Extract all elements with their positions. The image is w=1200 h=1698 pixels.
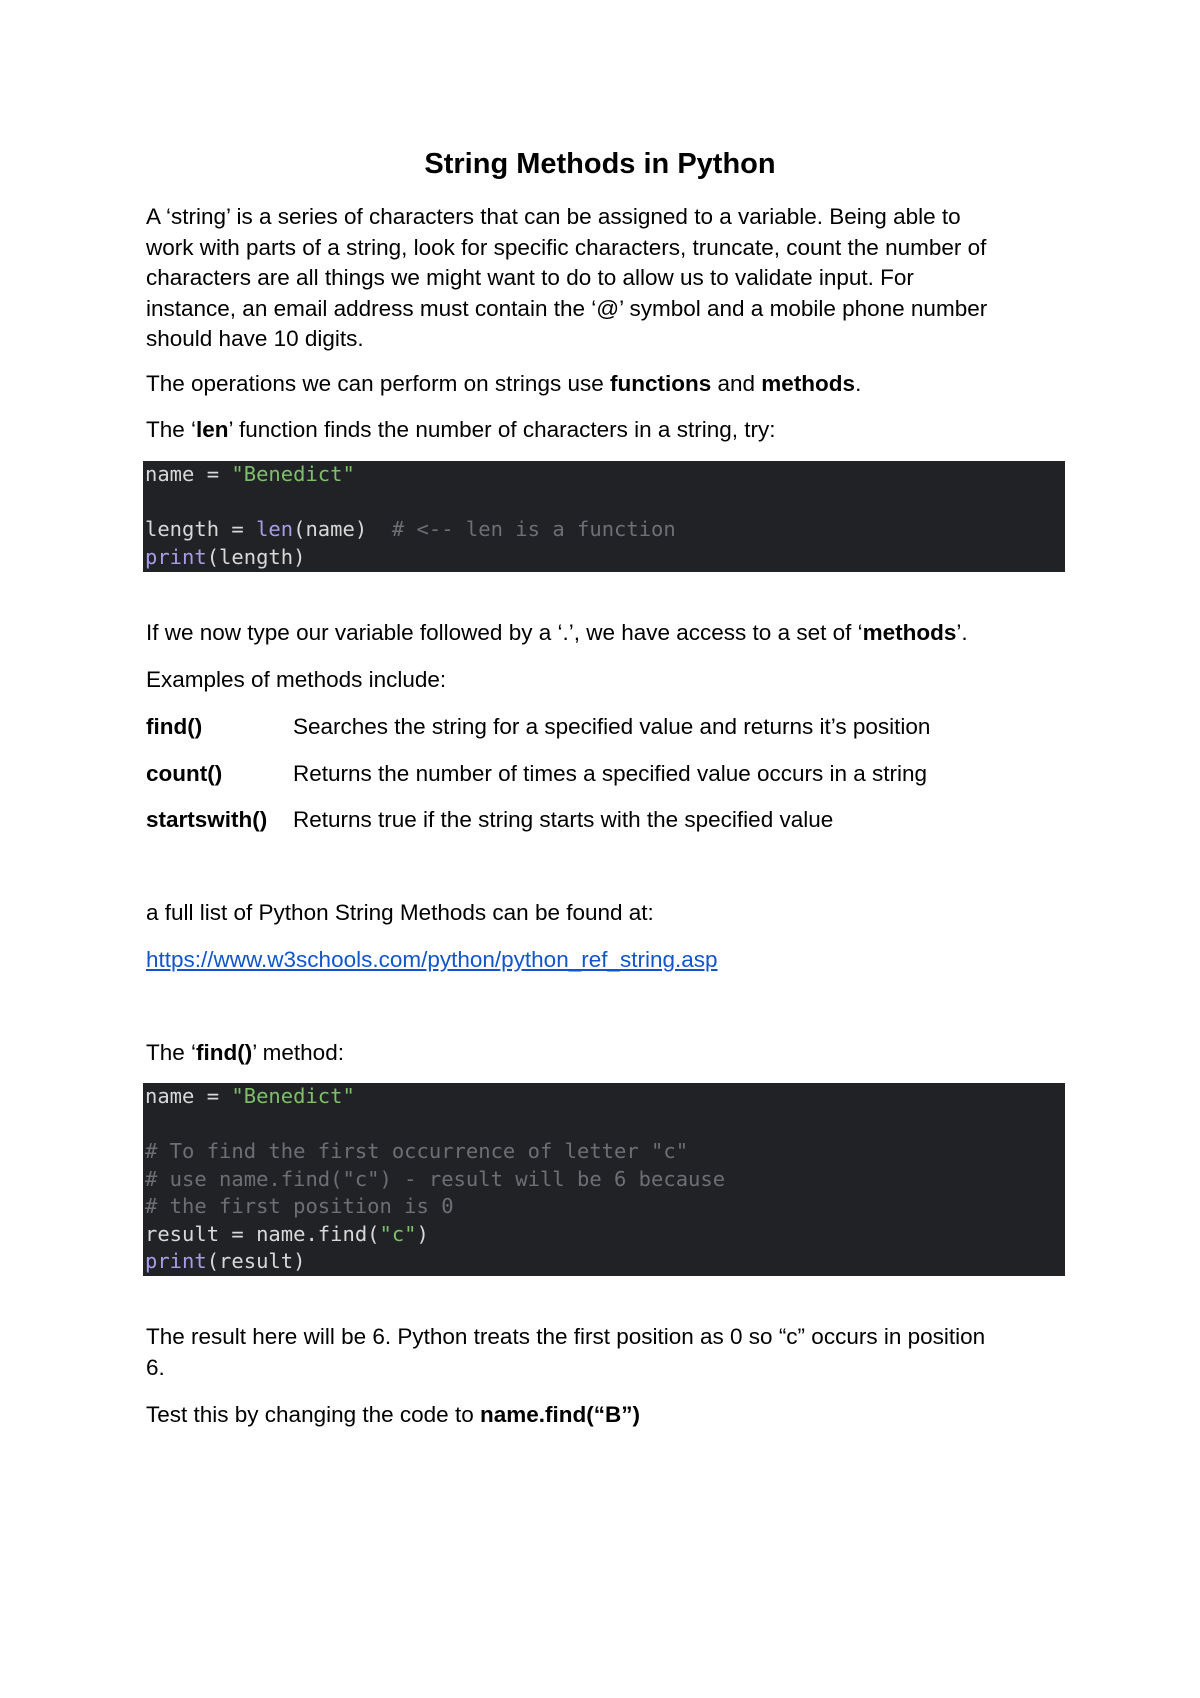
- examples-intro: Examples of methods include:: [146, 667, 447, 692]
- w3schools-link[interactable]: https://www.w3schools.com/python/python_ref_string.asp: [146, 947, 718, 972]
- code-comment: # <-- len is a function: [391, 517, 676, 541]
- code-block-len: [143, 461, 1065, 572]
- code-comment: # the first position is 0: [145, 1194, 454, 1218]
- code-line: [145, 544, 1065, 572]
- intro-line: work with parts of a string, look for specific characters, truncate, count the number of: [146, 234, 987, 260]
- code-line-blank: [145, 489, 1065, 517]
- link-row: [146, 945, 1076, 976]
- method-description: Returns true if the string starts with the specified value: [293, 807, 834, 832]
- code-comment: # To find the first occurrence of letter "c": [145, 1139, 689, 1163]
- code-string: "Benedict": [231, 462, 355, 486]
- result-line: 6.: [146, 1354, 165, 1380]
- code-args: (result): [206, 1249, 306, 1273]
- intro-line: instance, an email address must contain the ‘@’ symbol and a mobile phone number: [146, 295, 988, 321]
- result-line: The result here will be 6. Python treats the first position as 0 so “c” occurs in position: [146, 1324, 986, 1349]
- len-intro-paragraph: [146, 415, 1076, 446]
- len-term: len: [196, 417, 229, 442]
- code-args: (name): [293, 517, 392, 541]
- functions-term: functions: [610, 371, 712, 396]
- intro-line: should have 10 digits.: [146, 326, 364, 351]
- operations-and: and: [711, 371, 762, 396]
- full-list-text: a full list of Python String Methods can be found at:: [146, 900, 654, 925]
- code-line: [145, 1248, 1065, 1276]
- method-description: Returns the number of times a specified value occurs in a string: [293, 761, 928, 786]
- code-builtin: print: [145, 1249, 207, 1273]
- code-line: [145, 461, 1065, 489]
- intro-line: characters are all things we might want to do to allow us to validate input. For: [146, 265, 914, 290]
- code-string: "c": [379, 1221, 417, 1246]
- method-name: find(): [146, 714, 203, 739]
- code-block-find: [143, 1083, 1065, 1276]
- intro-line: A ‘string’ is a series of characters that can be assigned to a variable. Being able to: [146, 204, 961, 229]
- page-title: String Methods in Python: [424, 148, 776, 180]
- operations-suffix: .: [855, 371, 862, 396]
- method-name: count(): [146, 761, 223, 786]
- code-builtin: len: [256, 517, 294, 541]
- code-line: [145, 1083, 1065, 1111]
- code-comment: # use name.find("c") - result will be 6 because: [145, 1166, 726, 1191]
- find-term: find(): [196, 1040, 253, 1065]
- methods-access-term: methods: [862, 620, 957, 645]
- code-line: [145, 516, 1065, 544]
- test-paragraph: [146, 1400, 1076, 1431]
- code-variable: result = name.find(: [145, 1221, 380, 1246]
- methods-access-paragraph: [146, 618, 1076, 649]
- code-line-blank: [145, 1111, 1065, 1139]
- code-string: "Benedict": [231, 1084, 355, 1108]
- method-name: startswith(): [146, 807, 268, 832]
- find-intro-paragraph: [146, 1038, 1076, 1069]
- len-intro-suffix: ’ function finds the number of characters in a string, try:: [228, 417, 776, 442]
- code-variable: name =: [145, 462, 232, 486]
- methods-term: methods: [761, 371, 856, 396]
- code-args: ): [416, 1221, 429, 1246]
- len-intro-prefix: The ‘: [146, 417, 197, 442]
- code-line: [145, 1221, 1065, 1249]
- method-description: Searches the string for a specified value and returns it’s position: [293, 714, 931, 739]
- find-intro-prefix: The ‘: [146, 1040, 197, 1065]
- operations-prefix: The operations we can perform on strings use: [146, 371, 610, 396]
- code-variable: length =: [145, 517, 257, 541]
- methods-access-prefix: If we now type our variable followed by a ‘.’, we have access to a set of ‘: [146, 620, 863, 645]
- operations-paragraph: [146, 369, 1076, 400]
- test-code: name.find(“B”): [479, 1402, 640, 1427]
- code-builtin: print: [145, 544, 207, 569]
- find-intro-suffix: ’ method:: [252, 1040, 344, 1065]
- code-args: (length): [206, 544, 306, 569]
- code-variable: name =: [145, 1084, 232, 1108]
- test-prefix: Test this by changing the code to: [146, 1402, 480, 1427]
- methods-access-suffix: ’.: [956, 620, 968, 645]
